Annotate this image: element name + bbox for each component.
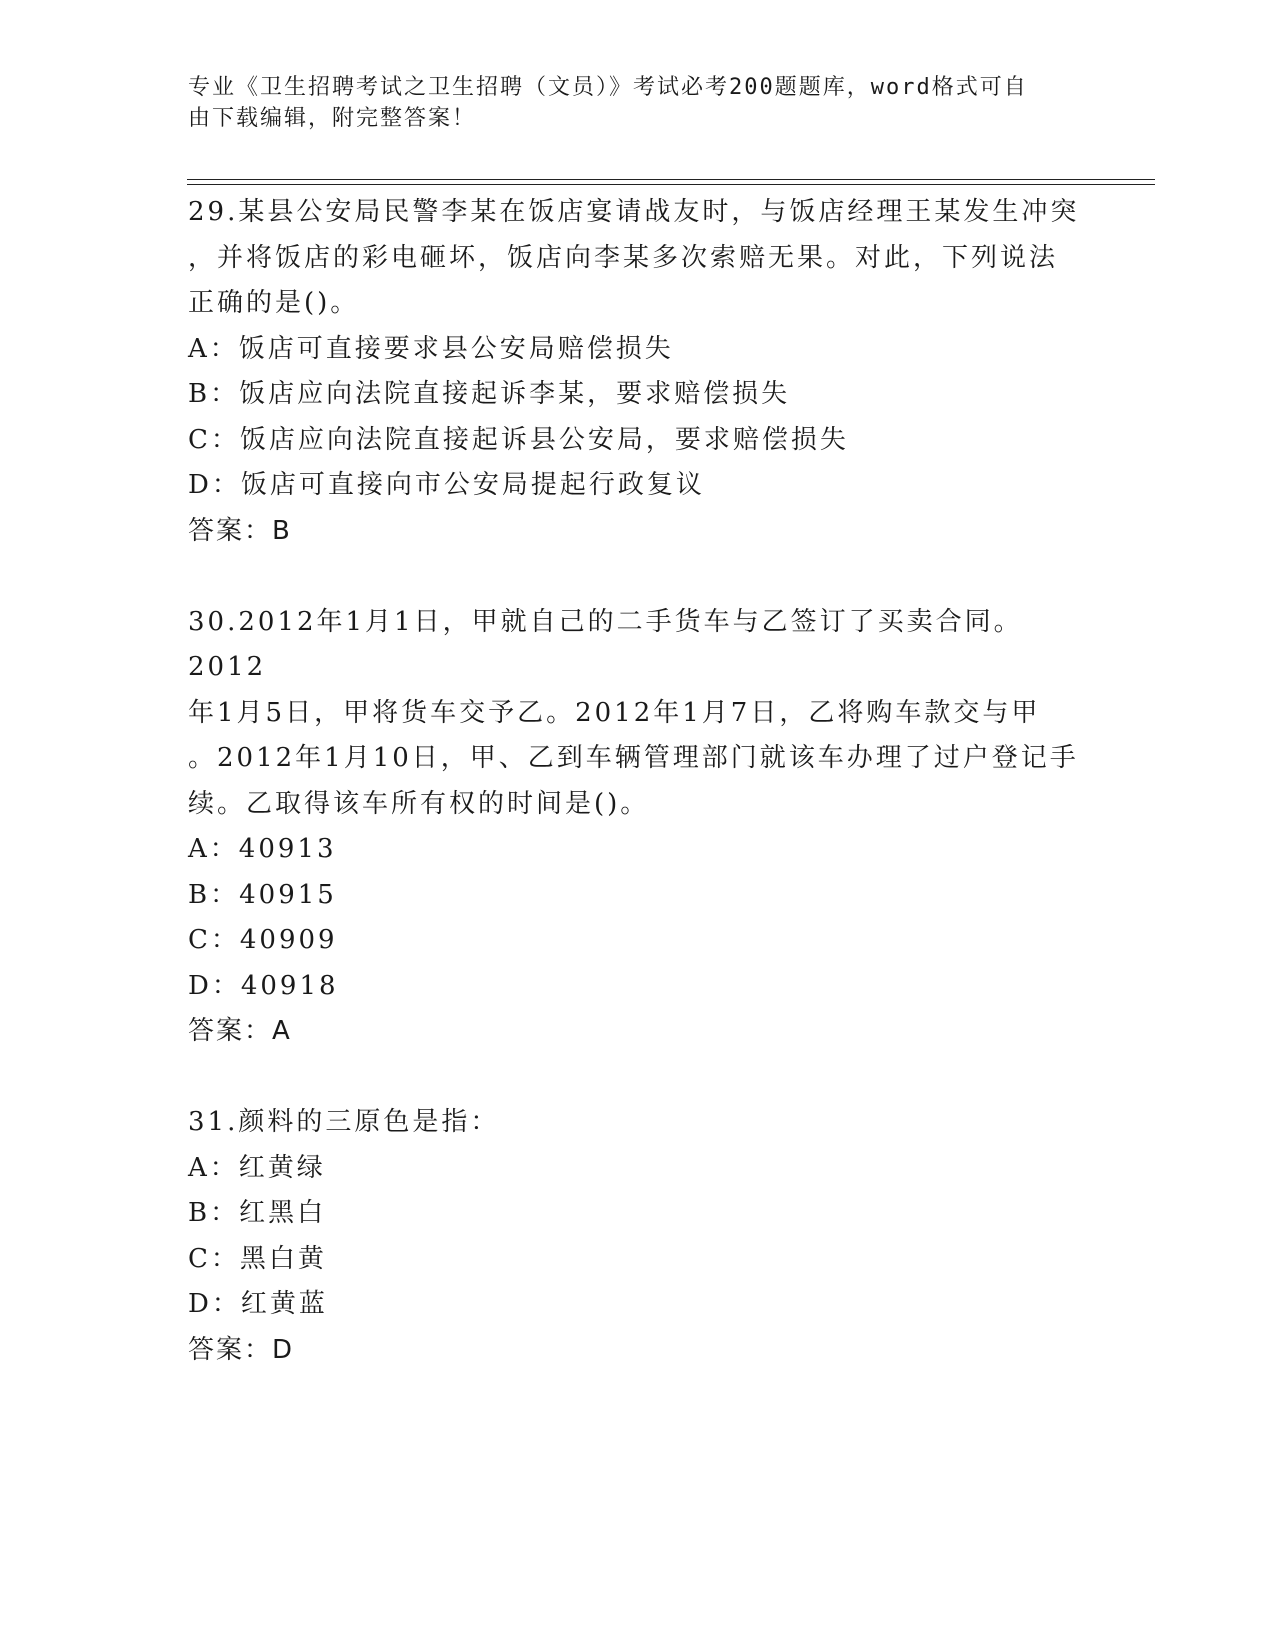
question-31 — [188, 1100, 1088, 1373]
answer-line: 答案：B — [188, 515, 292, 546]
question-spacer — [188, 554, 1088, 600]
question-stem-line: 续。乙取得该车所有权的时间是()。 — [188, 788, 650, 819]
option-a: A：40913 — [188, 834, 337, 864]
option-a: A：红黄绿 — [188, 1152, 326, 1183]
option-d: D：40918 — [188, 970, 339, 1001]
question-stem-line: 正确的是()。 — [188, 288, 360, 318]
question-stem-line: 年1月5日，甲将货车交予乙。2012年1月7日，乙将购车款交与甲 — [188, 697, 1041, 728]
question-stem-line: 30.2012年1月1日，甲就自己的二手货车与乙签订了买卖合同。2012 — [188, 606, 1023, 682]
option-d: D：红黄蓝 — [188, 1289, 328, 1319]
question-stem-line: 29.某县公安局民警李某在饭店宴请战友时，与饭店经理王某发生冲突 — [188, 197, 1080, 227]
option-d: D：饭店可直接向市公安局提起行政复议 — [188, 470, 705, 500]
question-stem-line: 。2012年1月10日，甲、乙到车辆管理部门就该车办理了过户登记手 — [188, 743, 1079, 773]
option-a: A：饭店可直接要求县公安局赔偿损失 — [188, 333, 674, 364]
option-b: B：40915 — [188, 879, 337, 910]
option-c: C：饭店应向法院直接起诉县公安局，要求赔偿损失 — [188, 424, 849, 455]
question-stem-line: 31.颜料的三原色是指： — [188, 1107, 500, 1137]
answer-line: 答案：D — [188, 1334, 295, 1365]
question-stem-line: ，并将饭店的彩电砸坏，饭店向李某多次索赔无果。对此，下列说法 — [188, 242, 1059, 273]
header-divider — [187, 184, 1155, 185]
option-c: C：40909 — [188, 925, 338, 955]
header-line: 专业《卫生招聘考试之卫生招聘（文员）》考试必考200题题库，word格式可自 — [188, 75, 1028, 100]
question-spacer — [188, 1055, 1088, 1101]
question-29 — [188, 190, 1088, 554]
option-b: B：红黑白 — [188, 1198, 327, 1228]
header-line: 由下载编辑，附完整答案！ — [188, 106, 477, 131]
answer-line: 答案：A — [188, 1016, 292, 1046]
document-header — [188, 72, 1088, 134]
question-30 — [188, 600, 1088, 1055]
option-b: B：饭店应向法院直接起诉李某，要求赔偿损失 — [188, 379, 791, 409]
header-divider — [187, 179, 1155, 180]
option-c: C：黑白黄 — [188, 1243, 327, 1274]
question-list — [188, 190, 1088, 1373]
